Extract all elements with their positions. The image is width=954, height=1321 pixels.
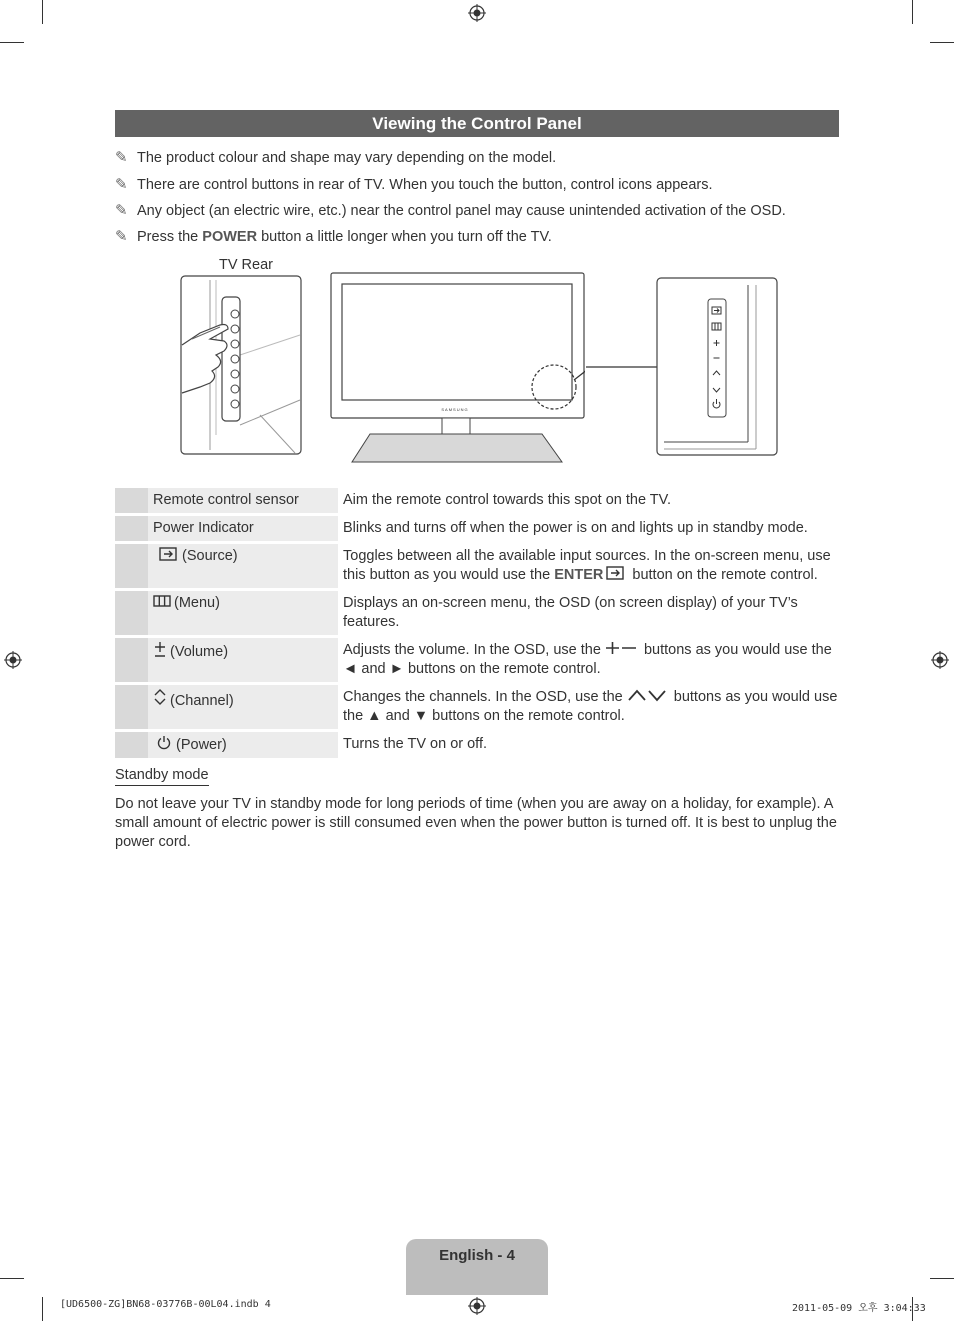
note-item: ✎ Press the POWER button a little longer when you turn off the TV. — [115, 228, 552, 245]
table-row — [115, 732, 839, 758]
row-marker — [115, 488, 148, 513]
crop-mark — [930, 1278, 954, 1279]
pencil-note-icon: ✎ — [115, 228, 128, 245]
print-slug-left: [UD6500-ZG]BN68-03776B-00L04.indb 4 — [60, 1299, 271, 1310]
control-description: Blinks and turns off when the power is on and lights up in standby mode. — [343, 520, 808, 536]
row-marker — [115, 544, 148, 588]
row-marker — [115, 638, 148, 682]
menu-icon — [153, 594, 171, 608]
page-number-tab: English - 4 — [406, 1239, 548, 1295]
pencil-note-icon: ✎ — [115, 202, 128, 219]
registration-mark-icon — [468, 1297, 486, 1315]
tv-rear-illustration — [180, 275, 302, 456]
crop-mark — [42, 0, 43, 24]
table-row — [115, 638, 839, 682]
registration-mark-icon — [931, 651, 949, 669]
table-row — [115, 516, 839, 541]
table-row — [115, 591, 839, 635]
controls-table — [115, 485, 839, 761]
channel-icon — [153, 688, 167, 706]
power-icon — [155, 735, 173, 750]
row-marker — [115, 516, 148, 541]
note-item: ✎ There are control buttons in rear of TV. When you touch the button, control icons appears. — [115, 176, 713, 193]
row-marker — [115, 732, 148, 758]
registration-mark-icon — [4, 651, 22, 669]
row-marker — [115, 685, 148, 729]
pencil-note-icon: ✎ — [115, 149, 128, 166]
volume-icon — [153, 641, 167, 657]
print-slug-right: 2011-05-09 오후 3:04:33 — [792, 1303, 926, 1314]
table-row — [115, 544, 839, 588]
control-name: (Menu) — [148, 591, 338, 635]
source-icon — [157, 547, 179, 561]
crop-mark — [930, 42, 954, 43]
control-name: Remote control sensor — [148, 488, 338, 513]
control-description: Aim the remote control towards this spot on the TV. — [343, 492, 672, 508]
section-title: Viewing the Control Panel — [115, 110, 839, 137]
tv-rear-label: TV Rear — [219, 257, 273, 273]
callout-connector-line — [586, 360, 660, 370]
crop-mark — [0, 42, 24, 43]
control-description: Displays an on-screen menu, the OSD (on screen display) of your TV’s features. — [343, 595, 798, 630]
note-item: ✎ Any object (an electric wire, etc.) near the control panel may cause unintended activation of the OSD. — [115, 202, 786, 219]
control-name: (Source) — [148, 544, 338, 588]
row-marker — [115, 591, 148, 635]
table-row — [115, 685, 839, 729]
control-name: (Power) — [148, 732, 338, 758]
tv-front-illustration — [330, 272, 585, 465]
control-description: Toggles between all the available input sources. In the on-screen menu, use this button as you would use the ENTER button on the remote control. — [343, 548, 831, 583]
control-panel-closeup — [656, 277, 778, 457]
registration-mark-icon — [468, 4, 486, 22]
control-name: (Volume) — [148, 638, 338, 682]
control-description: Turns the TV on or off. — [343, 736, 488, 752]
crop-mark — [42, 1297, 43, 1321]
crop-mark — [0, 1278, 24, 1279]
control-name: (Channel) — [148, 685, 338, 729]
note-item: ✎ The product colour and shape may vary depending on the model. — [115, 149, 557, 166]
control-description: Changes the channels. In the OSD, use the buttons as you would use the ▲ and ▼ buttons on the remote control. — [343, 689, 838, 724]
table-row — [115, 488, 839, 513]
pencil-note-icon: ✎ — [115, 176, 128, 193]
control-name: Power Indicator — [148, 516, 338, 541]
enter-icon — [605, 566, 625, 580]
standby-body: Do not leave your TV in standby mode for long periods of time (when you are away on a holiday, for example). A small amount of electric power is still consumed even when the power button is turned off. It is best to unplug the power cord. — [115, 796, 837, 850]
tv-brand-logo: SAMSUNG — [441, 407, 469, 412]
control-description: Adjusts the volume. In the OSD, use the buttons as you would use the ◄ and ► buttons on the remote control. — [343, 642, 832, 677]
crop-mark — [912, 0, 913, 24]
plus-minus-icon — [605, 641, 637, 655]
up-down-chevron-icon — [627, 688, 667, 702]
standby-heading: Standby mode — [115, 767, 209, 786]
